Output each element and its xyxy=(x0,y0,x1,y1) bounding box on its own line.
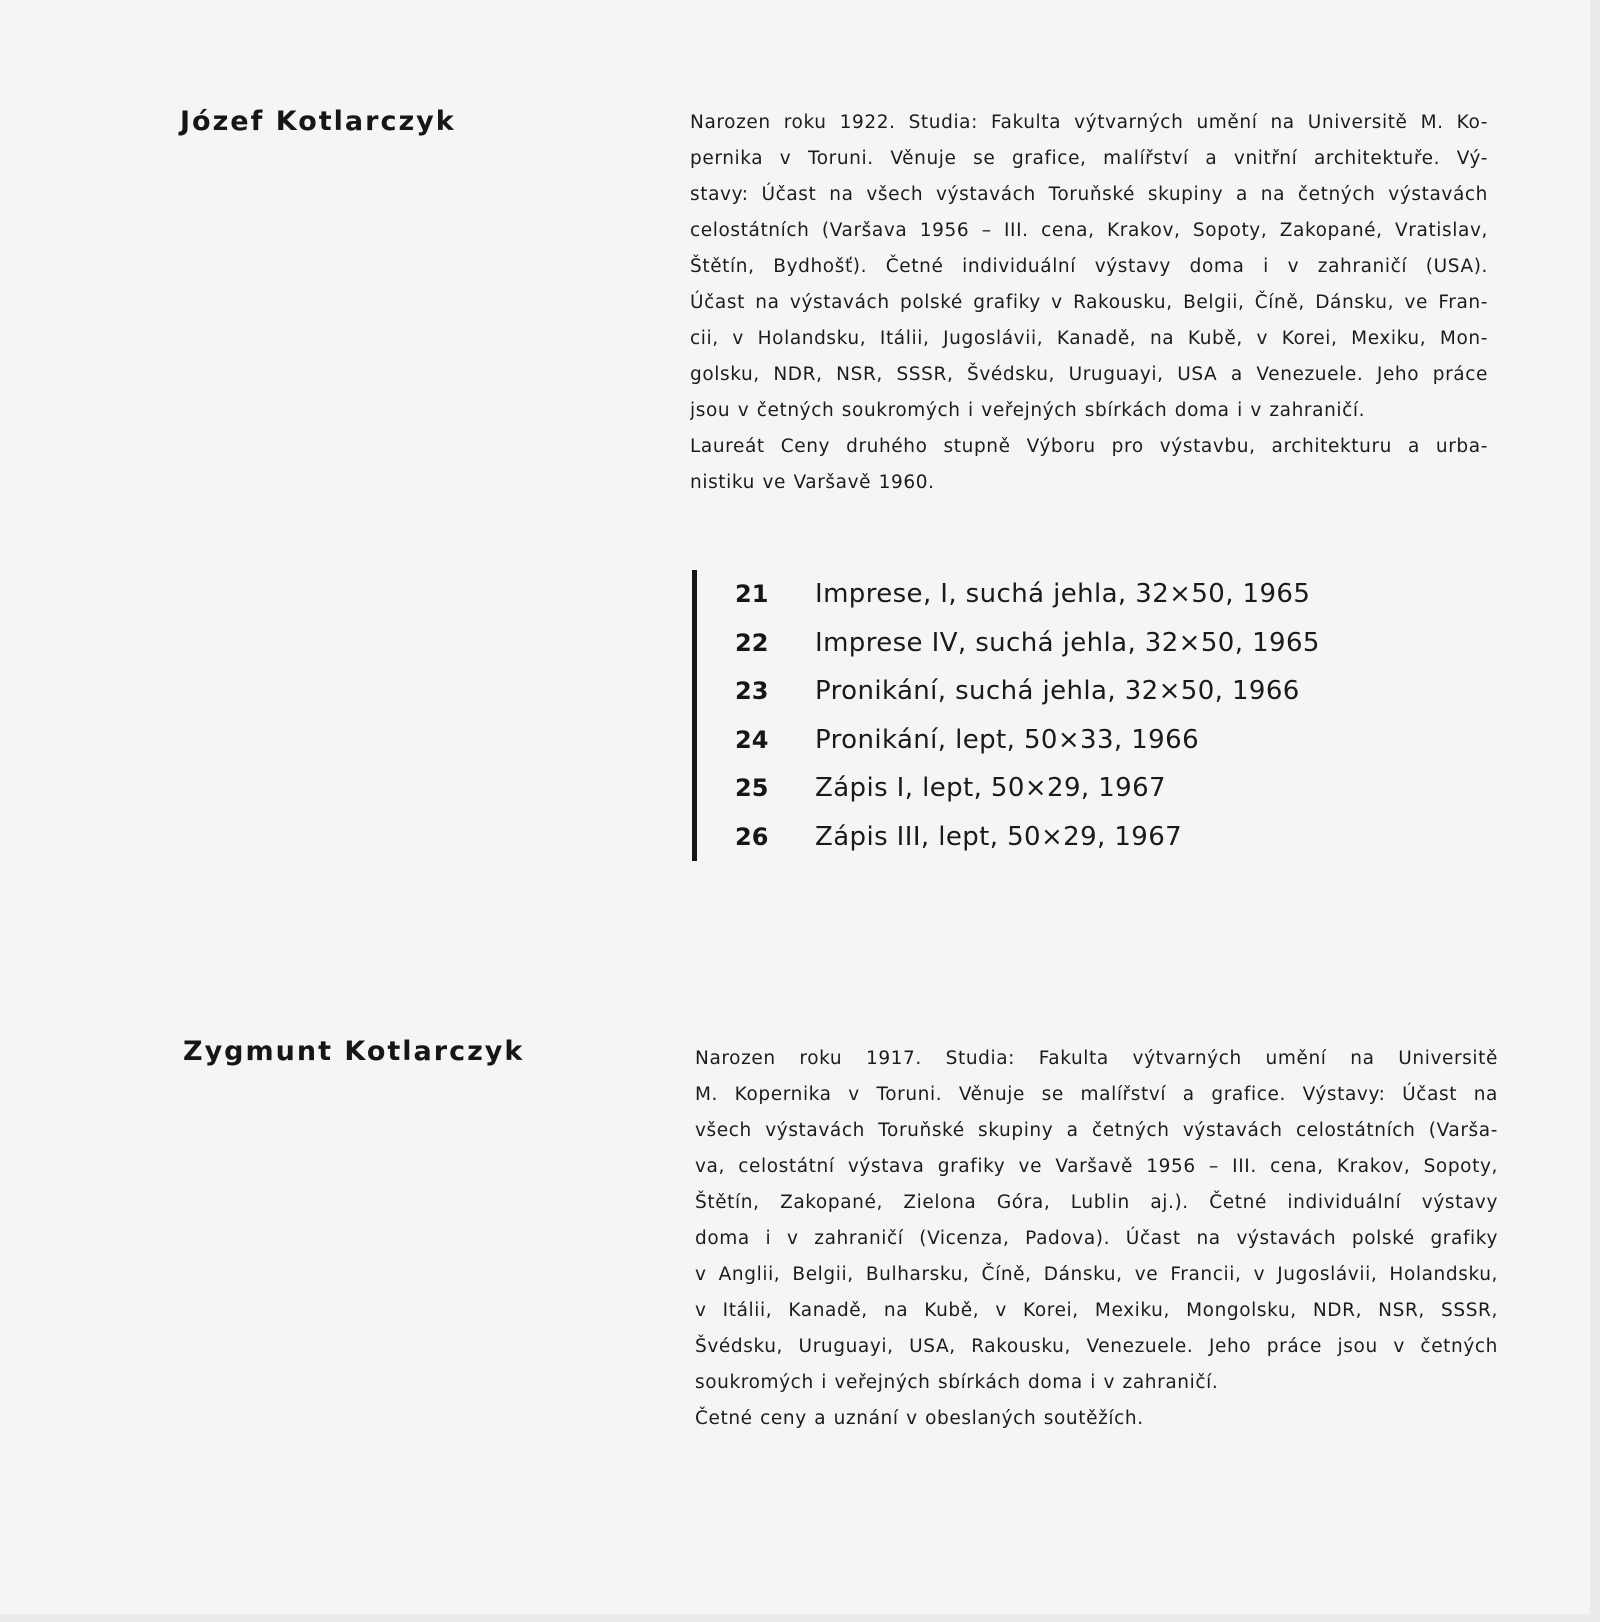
bio-line: pernika v Toruni. Věnuje se grafice, malířství a vnitřní architektuře. Vý- xyxy=(690,148,1488,169)
work-item xyxy=(697,813,1320,862)
bio-line: Štětín, Bydhošť). Četné individuální výstavy doma i v zahraničí (USA). xyxy=(690,256,1488,277)
bio-line: cii, v Holandsku, Itálii, Jugoslávii, Kanadě, na Kubě, v Korei, Mexiku, Mon- xyxy=(690,328,1488,349)
artist-bio xyxy=(690,105,1488,501)
work-item xyxy=(697,570,1320,619)
work-item xyxy=(697,716,1320,765)
work-item xyxy=(697,667,1320,716)
work-number: 23 xyxy=(735,677,769,706)
bio-line: v Anglii, Belgii, Bulharsku, Číně, Dánsku, ve Francii, v Jugoslávii, Holandsku, xyxy=(695,1264,1498,1285)
work-title: Pronikání, suchá jehla, 32×50, 1966 xyxy=(815,676,1300,707)
bio-line: doma i v zahraničí (Vicenza, Padova). Účast na výstavách polské grafiky xyxy=(695,1228,1498,1249)
work-number: 26 xyxy=(735,822,769,851)
bio-line: Narozen roku 1922. Studia: Fakulta výtvarných umění na Universitě M. Ko- xyxy=(690,112,1488,133)
bio-line: stavy: Účast na všech výstavách Toruňské skupiny a na četných výstavách xyxy=(690,184,1488,205)
artist-bio xyxy=(695,1041,1498,1437)
work-title: Zápis I, lept, 50×29, 1967 xyxy=(815,773,1166,804)
work-item xyxy=(697,619,1320,668)
bio-line: celostátních (Varšava 1956 – III. cena, Krakov, Sopoty, Zakopané, Vratislav, xyxy=(690,220,1488,241)
bio-line: Laureát Ceny druhého stupně Výboru pro výstavbu, architekturu a urba- xyxy=(690,436,1488,457)
work-title: Pronikání, lept, 50×33, 1966 xyxy=(815,724,1200,755)
artist-name: Józef Kotlarczyk xyxy=(180,106,456,137)
work-number: 24 xyxy=(735,725,769,754)
work-number: 22 xyxy=(735,628,769,657)
work-title: Imprese, I, suchá jehla, 32×50, 1965 xyxy=(815,579,1311,610)
work-number: 25 xyxy=(735,774,769,803)
bio-line: Účast na výstavách polské grafiky v Rakousku, Belgii, Číně, Dánsku, ve Fran- xyxy=(690,292,1488,313)
works-list xyxy=(692,570,1320,861)
work-number: 21 xyxy=(735,580,769,609)
artist-name: Zygmunt Kotlarczyk xyxy=(183,1036,525,1067)
bio-line: Švédsku, Uruguayi, USA, Rakousku, Venezuele. Jeho práce jsou v četných xyxy=(695,1336,1498,1357)
bio-line: golsku, NDR, NSR, SSSR, Švédsku, Uruguayi, USA a Venezuele. Jeho práce xyxy=(690,364,1488,385)
work-title: Imprese IV, suchá jehla, 32×50, 1965 xyxy=(815,627,1320,658)
bio-line: va, celostátní výstava grafiky ve Varšavě 1956 – III. cena, Krakov, Sopoty, xyxy=(695,1156,1498,1177)
bio-line: Četné ceny a uznání v obeslaných soutěžích. xyxy=(695,1408,1144,1429)
bio-line: jsou v četných soukromých i veřejných sbírkách doma i v zahraničí. xyxy=(690,400,1366,421)
bio-line: soukromých i veřejných sbírkách doma i v zahraničí. xyxy=(695,1372,1219,1393)
bio-line: Narozen roku 1917. Studia: Fakulta výtvarných umění na Universitě xyxy=(695,1048,1498,1069)
bio-line: nistiku ve Varšavě 1960. xyxy=(690,472,935,493)
bio-line: všech výstavách Toruňské skupiny a četných výstavách celostátních (Varša- xyxy=(695,1120,1498,1141)
bio-line: v Itálii, Kanadě, na Kubě, v Korei, Mexiku, Mongolsku, NDR, NSR, SSSR, xyxy=(695,1300,1498,1321)
work-title: Zápis III, lept, 50×29, 1967 xyxy=(815,821,1183,852)
bio-line: Štětín, Zakopané, Zielona Góra, Lublin aj.). Četné individuální výstavy xyxy=(695,1192,1498,1213)
work-item xyxy=(697,764,1320,813)
bio-line: M. Kopernika v Toruni. Věnuje se malířství a grafice. Výstavy: Účast na xyxy=(695,1084,1498,1105)
